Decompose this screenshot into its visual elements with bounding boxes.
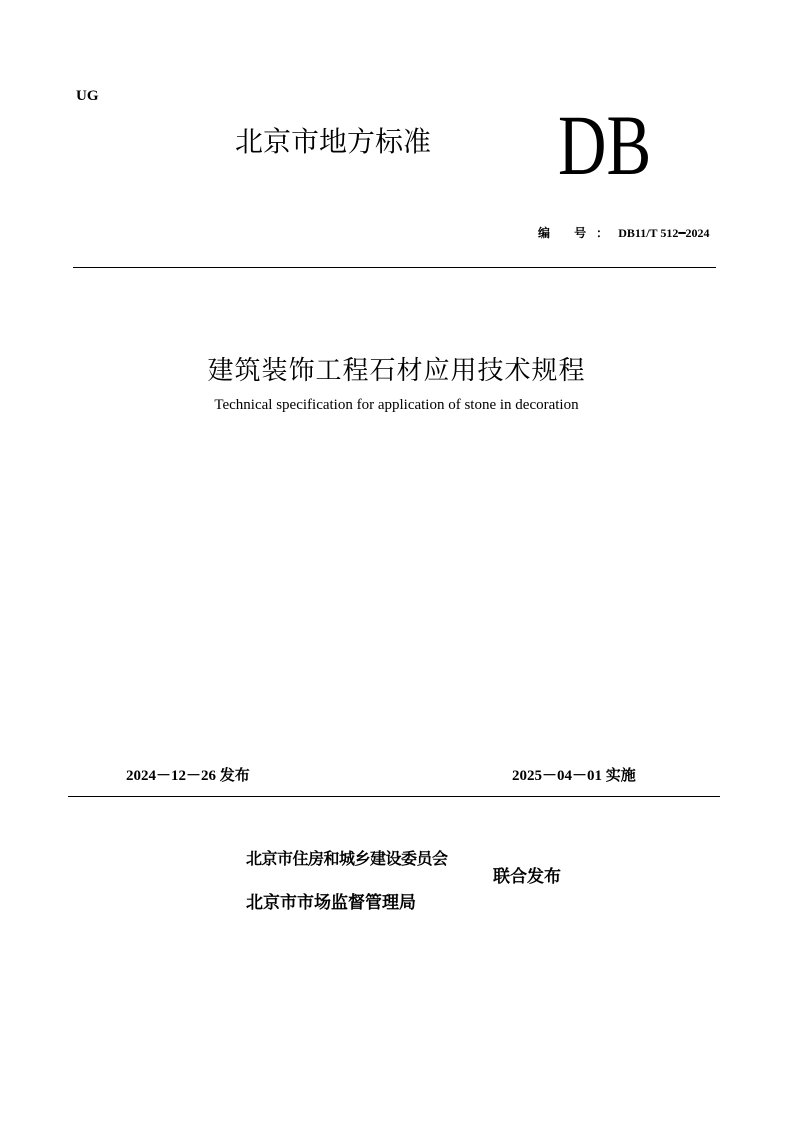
document-title-en: Technical specification for application of stone in decoration [214, 397, 579, 413]
top-divider [73, 267, 716, 268]
issuer-housing-commission: 北京市住房和城乡建设委员会 [246, 849, 448, 868]
standard-number-value: DB11/T 512━2024 [618, 226, 710, 240]
document-title-zh: 建筑装饰工程石材应用技术规程 [207, 356, 586, 386]
issuer-market-supervision: 北京市市场监督管理局 [246, 893, 416, 913]
standard-number-label: 编 号： [538, 226, 619, 240]
db-mark: DB [558, 97, 652, 193]
standard-type-title: 北京市地方标准 [235, 125, 432, 158]
joint-publication-label: 联合发布 [493, 867, 561, 887]
bottom-divider [68, 796, 720, 797]
effective-date: 2025－04－01 实施 [512, 768, 636, 784]
publish-date: 2024－12－26 发布 [126, 768, 250, 784]
standard-number [538, 224, 710, 241]
classification-code: UG [76, 88, 99, 104]
